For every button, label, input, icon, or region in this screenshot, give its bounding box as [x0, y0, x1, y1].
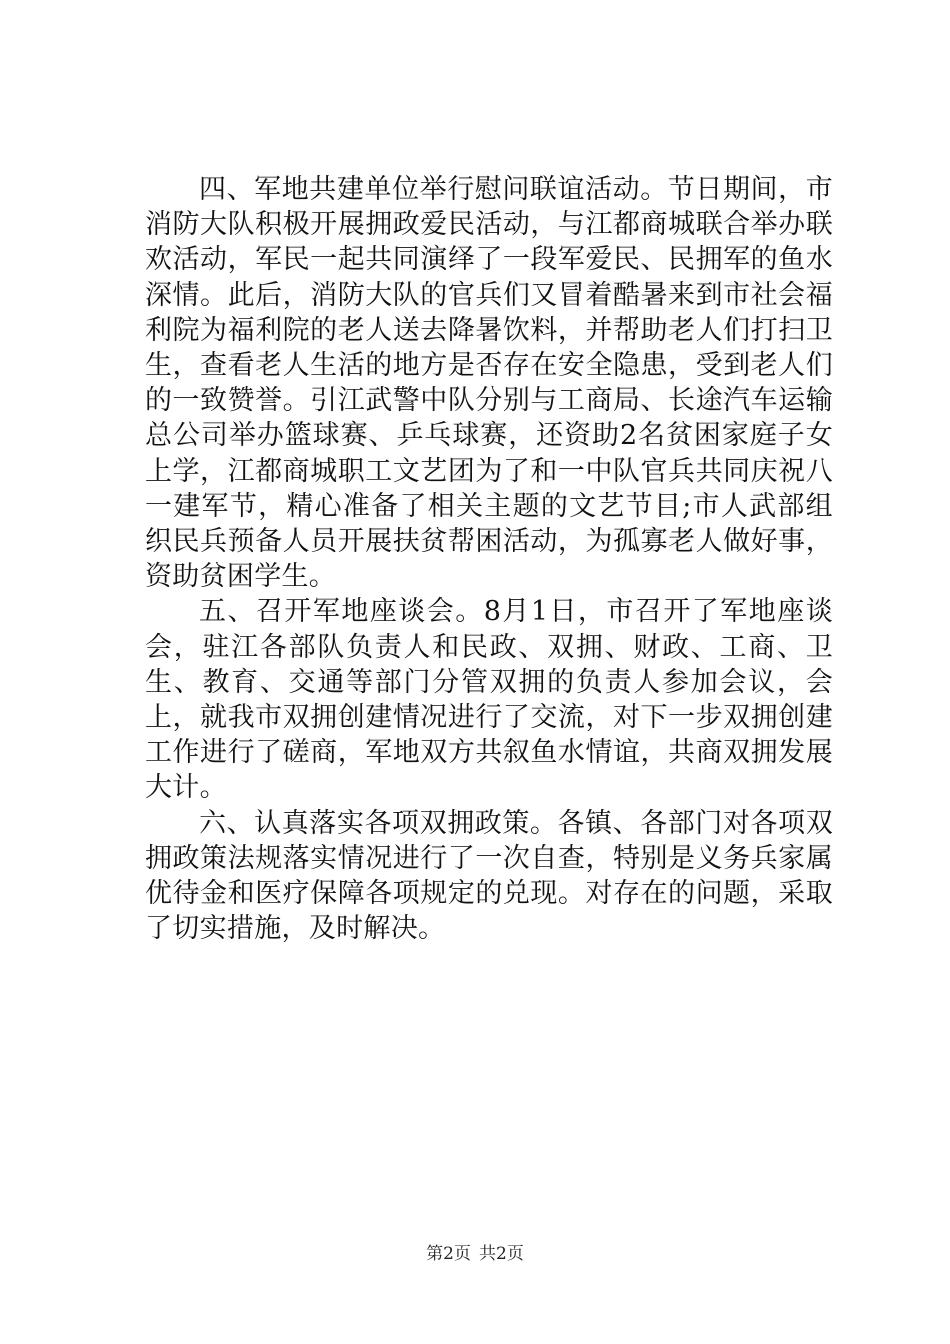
paragraph-four: 四、军地共建单位举行慰问联谊活动。节日期间，市消防大队积极开展拥政爱民活动，与江都商城联合举办联欢活动，军民一起共同演绎了一段军爱民、民拥军的鱼水深情。此后，消防大队的官兵们又冒着酷暑来到市社会福利院为福利院的老人送去降暑饮料，并帮助老人们打扫卫生，查看老人生活的地方是否存在安全隐患，受到老人们的一致赞誉。引江武警中队分别与工商局、长途汽车运输总公司举办篮球赛、乒乓球赛，还资助2名贫困家庭子女上学，江都商城职工文艺团为了和一中队官兵共同庆祝八一建军节，精心准备了相关主题的文艺节目;市人武部组织民兵预备人员开展扶贫帮困活动，为孤寡老人做好事，资助贫困学生。 [145, 174, 833, 593]
page-footer [0, 1243, 950, 1265]
paragraph-five: 五、召开军地座谈会。8月1日，市召开了军地座谈会，驻江各部队负责人和民政、双拥、财政、工商、卫生、教育、交通等部门分管双拥的负责人参加会议，会上，就我市双拥创建情况进行了交流，对下一步双拥创建工作进行了磋商，军地双方共叙鱼水情谊，共商双拥发展大计。 [145, 596, 833, 804]
paragraph-six: 六、认真落实各项双拥政策。各镇、各部门对各项双拥政策法规落实情况进行了一次自查，特别是义务兵家属优待金和医疗保障各项规定的兑现。对存在的问题，采取了切实措施，及时解决。 [145, 807, 833, 945]
page-number-current: 第2页 [426, 1244, 471, 1264]
page-number-total: 共2页 [479, 1244, 524, 1264]
document-body [145, 172, 833, 946]
